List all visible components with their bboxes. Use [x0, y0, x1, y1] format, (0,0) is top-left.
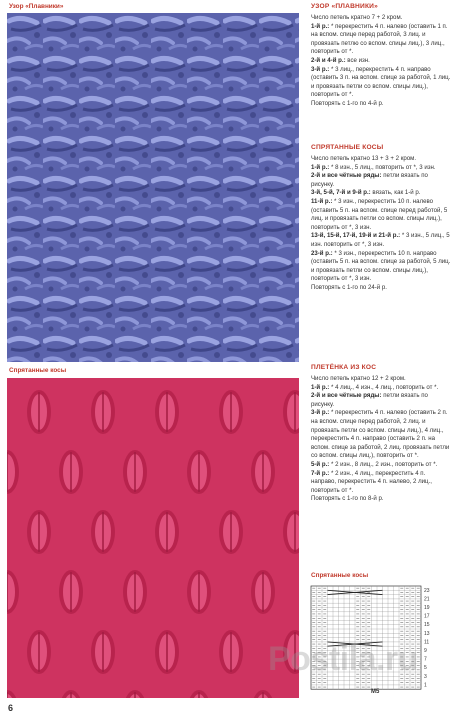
page-number: 6: [8, 703, 14, 713]
text-line: 23-й р.: * 3 изн., перекрестить 10 п. направо (оставить 5 п. на вспом. спице за работой, 5 лиц. и провязать петли со вспом. спицы лиц.), повторить от *, 3 изн.: [311, 249, 451, 283]
text-line: Число петель кратно 12 + 2 кром.: [311, 375, 406, 382]
text-line: Повторять с 1-го по 4-й р.: [311, 99, 384, 107]
chart-row-number: 3: [424, 673, 427, 680]
section-title-plavniki: УЗОР «ПЛАВНИКИ»: [311, 3, 378, 10]
text-line: 2-й и все чётные ряды: петли вязать по рисунку.: [311, 172, 428, 188]
section-title-pletenka: ПЛЕТЁНКА ИЗ КОС: [311, 364, 377, 371]
text-line: Число петель кратно 7 + 2 кром.: [311, 14, 403, 21]
text-line: 13-й, 15-й, 17-й, 19-й и 21-й р.: * 3 изн., 5 лиц., 5 изн. повторить от *, 3 изн.: [311, 232, 450, 248]
chart-row-number: 19: [424, 605, 430, 611]
chart-row-number: 21: [424, 596, 430, 603]
text-line: 1-й р.: * 8 изн., 5 лиц., повторить от *, 3 изн.: [311, 163, 436, 171]
chart-row-number: 13: [424, 630, 430, 637]
text-line: 11-й р.: * 3 изн., перекрестить 10 п. налево (оставить 5 п. на вспом. спице перед работой, 5 лиц. и провязать петли со вспом. спицы лиц.), повторить от *, 3 изн.: [311, 197, 448, 231]
section-title-spryatannye-kosy: СПРЯТАННЫЕ КОСЫ: [311, 144, 384, 151]
text-line: Повторять с 1-го по 24-й р.: [311, 283, 387, 291]
chart-row-number: 1: [424, 682, 427, 689]
pink-knit-photo: [7, 378, 299, 698]
text-line: 3-й р.: * 3 лиц., перекрестить 4 п. направо (оставить 3 п. на вспом. спице за работой, 1 лиц. и провязать петли со вспом. спицы лиц.), повторить от *.: [311, 65, 451, 99]
section-body-spryatannye-kosy: [311, 155, 451, 293]
section-body-pletenka: [311, 375, 451, 504]
text-line: 3-й, 5-й, 7-й и 9-й р.: вязать, как 1-й р.: [311, 189, 421, 197]
chart-row-number: 7: [424, 656, 427, 663]
bottom-photo-caption: Спрятанные косы: [9, 367, 67, 374]
chart-row-number: 5: [424, 665, 427, 672]
chart-row-number: 15: [424, 622, 430, 629]
text-line: Число петель кратно 13 + 3 + 2 кром.: [311, 155, 417, 162]
chart-row-number: 11: [424, 639, 430, 646]
blue-knit-photo: [7, 13, 299, 362]
text-line: 1-й р.: * 4 лиц., 4 изн., 4 лиц., повторить от *.: [311, 383, 439, 391]
chart-caption: Спрятанные косы: [311, 572, 369, 579]
watermark: Postila.ru: [268, 640, 418, 678]
top-photo-caption: Узор «Плавники»: [9, 3, 64, 10]
chart-row-number: 9: [424, 648, 427, 654]
text-line: Повторять с 1-го по 8-й р.: [311, 495, 384, 503]
section-body-plavniki: [311, 14, 451, 109]
text-line: 3-й р.: * перекрестить 4 п. налево (оставить 2 п. на вспом. спице перед работой, 2 лиц. и провязать петли со вспом. спицы лиц.), 4 лиц., перекрестить 4 п. направо (оставить 2 п. на вспом. спице за работой, 2 лиц. провязать петли со вспом. спицы лиц.), повторить от *.: [311, 409, 450, 460]
text-line: 1-й р.: * перекрестить 4 п. налево (оставить 1 п. на вспом. спице перед работой, 3 лиц. и провязать петлю со вспом. спицы лиц.), 3 лиц., повторить от *.: [311, 22, 448, 56]
chart-row-number: 23: [424, 587, 430, 594]
chart-label: М5: [371, 689, 380, 695]
text-line: 2-й и 4-й р.: все изн.: [311, 56, 370, 64]
text-line: 7-й р.: * 2 изн., 4 лиц., перекрестить 4 п. направо, перекрестить 4 п. налево, 2 лиц., повторить от *.: [311, 469, 432, 494]
text-line: 2-й и все чётные ряды: петли вязать по рисунку.: [311, 392, 428, 408]
chart-row-number: 17: [424, 613, 430, 620]
text-line: 5-й р.: * 2 изн., 8 лиц., 2 изн., повторить от *.: [311, 460, 438, 468]
